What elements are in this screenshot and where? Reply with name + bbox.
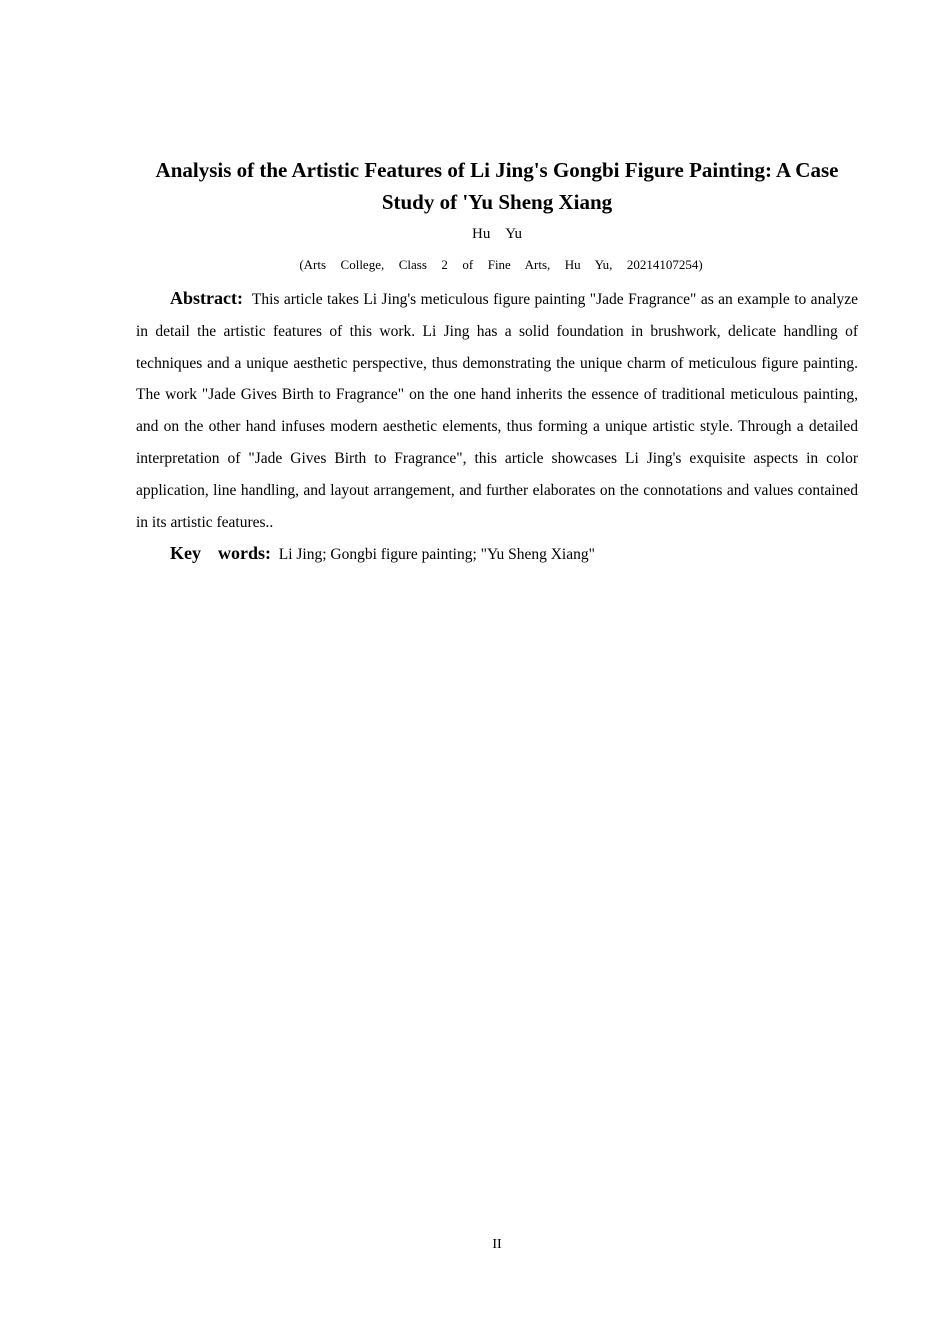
paper-title: Analysis of the Artistic Features of Li Jing's Gongbi Figure Painting: A Case Study of 'Yu Sheng Xiang — [155, 158, 839, 214]
author-name: Hu Yu — [472, 226, 522, 242]
page-number: II — [492, 1237, 502, 1252]
abstract-label: Abstract: — [170, 288, 243, 308]
abstract-paragraph — [136, 283, 858, 538]
abstract-text: This article takes Li Jing's meticulous figure painting "Jade Fragrance" as an example to analyze in detail the artistic features of this work. Li Jing has a solid foundation in brushwork, delicate handling of techniques and a unique aesthetic perspective, thus demonstrating the unique charm of meticulous figure painting. The work "Jade Gives Birth to Fragrance" on the one hand inherits the essence of traditional meticulous painting, and on the other hand infuses modern aesthetic elements, thus forming a unique artistic style. Through a detailed interpretation of "Jade Gives Birth to Fragrance", this article showcases Li Jing's exquisite aspects in color application, line handling, and layout arrangement, and further elaborates on the connotations and values contained in its artistic features.. — [136, 291, 859, 531]
author-affiliation: (Arts College, Class 2 of Fine Arts, Hu Yu, 20214107254) — [299, 257, 703, 272]
keywords-paragraph — [136, 538, 858, 570]
keywords-label: Key words: — [170, 543, 271, 563]
keywords-text: Li Jing; Gongbi figure painting; "Yu Sheng Xiang" — [278, 546, 595, 563]
